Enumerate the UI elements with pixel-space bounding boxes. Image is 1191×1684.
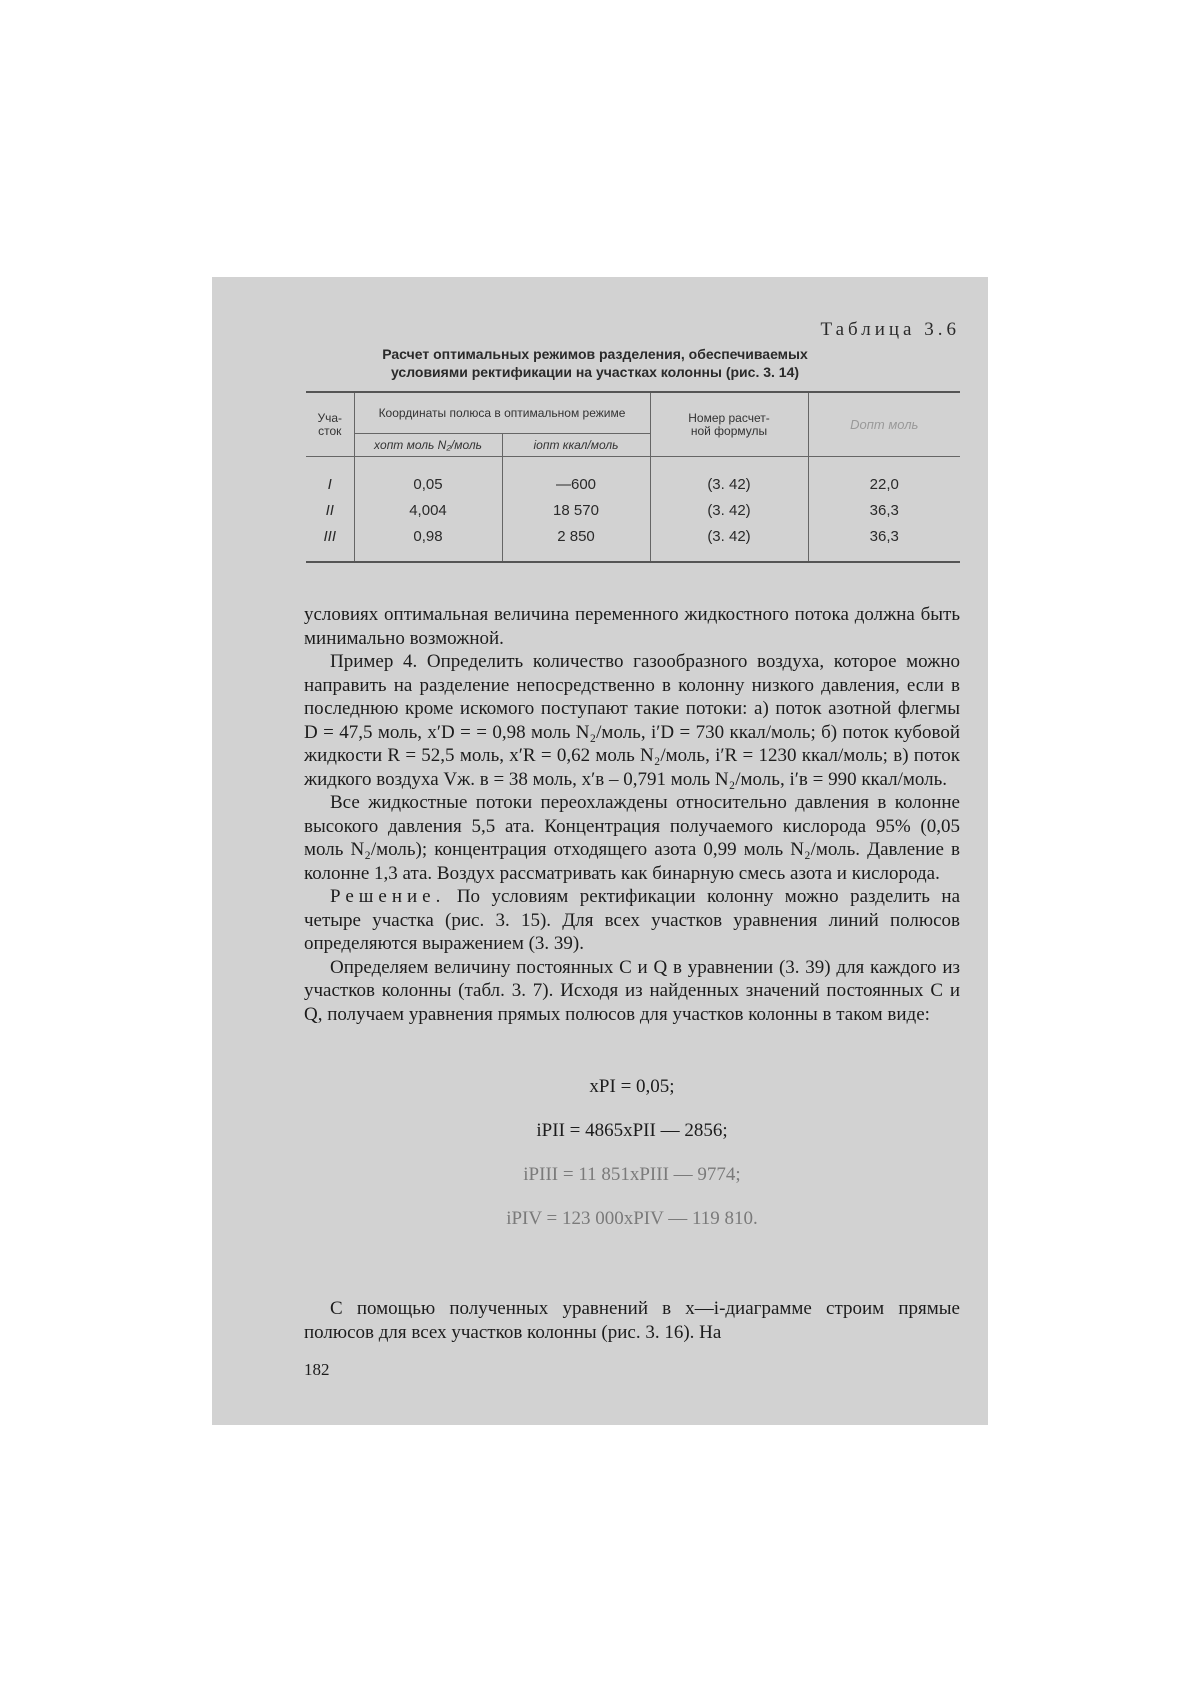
paragraph-solution [304,885,960,956]
cell-i: 2 850 [502,523,650,561]
paragraph-closing: С помощью полученных уравнений в x—i-диаграмме строим прямые полюсов для всех участков колонны (рис. 3. 16). На [304,1298,960,1343]
header-formula-no: Номер расчет- ной формулы [650,393,808,457]
paragraph-example: Пример 4. Определить количество газообразного воздуха, которое можно направить на разделение непосредственно в колонну низкого давления, если в последнюю кроме искомого поступают такие потоки: а) поток азотной флегмы D = 47,5 моль, x′D = = 0,98 моль N₂/моль, i′D = 730 ккал/моль; б) поток кубовой жидкости R = 52,5 моль, x′R = 0,62 моль N₂/моль, i′R = 1230 ккал/моль; в) поток жидкого воздуха Vж. в = 38 моль, x′в – 0,791 моль N₂/моль, i′в = 990 ккал/моль. [304,651,960,790]
equations-block [304,1065,960,1241]
header-x-opt: xопт моль N₂/моль [354,434,502,457]
cell-x: 4,004 [354,497,502,523]
table-title-line2: условиями ректификации на участках колонны (рис. 3. 14) [390,364,800,380]
cell-formula: (3. 42) [650,497,808,523]
cell-i: 18 570 [502,497,650,523]
cell-i: —600 [502,457,650,498]
paragraph-1: условиях оптимальная величина переменного жидкостного потока должна быть минимально возможной. [304,604,960,649]
results-table [306,391,960,563]
cell-formula: (3. 42) [650,523,808,561]
cell-section: II [306,497,354,523]
paragraph-conditions: Все жидкостные потоки переохлаждены относительно давления в колонне высокого давления 5,5 ата. Концентрация получаемого кислорода 95% (0,05 моль N₂/моль); концентрация отходящего азота 0,99 моль N₂/моль. Давление в колонне 1,3 ата. Воздух рассматривать как бинарную смесь азота и кислорода. [304,792,960,884]
cell-section: III [306,523,354,561]
cell-section: I [306,457,354,498]
table-row [306,497,960,523]
cell-d: 36,3 [808,523,960,561]
main-text [304,603,960,1026]
solution-text: По условиям ректификации колонну можно разделить на четыре участка (рис. 3. 15). Для всех участков уравнения линий полюсов определяются выражением (3. 39). [304,886,960,954]
equation-2: iPII = 4865xPII — 2856; [536,1120,728,1141]
header-i-opt: iопт ккал/моль [502,434,650,457]
cell-d: 36,3 [808,497,960,523]
table-title-line1: Расчет оптимальных режимов разделения, обеспечиваемых [382,346,808,362]
equation-1: xPI = 0,05; [589,1076,675,1097]
closing-text [304,1297,960,1344]
cell-formula: (3. 42) [650,457,808,498]
header-section: Уча- сток [306,393,354,457]
header-coords: Координаты полюса в оптимальном режиме [354,393,650,434]
paragraph-constants: Определяем величину постоянных C и Q в уравнении (3. 39) для каждого из участков колонны (табл. 3. 7). Исходя из найденных значений постоянных C и Q, получаем уравнения прямых полюсов для участков колонны в таком виде: [304,956,960,1025]
table-title [272,345,918,381]
cell-d: 22,0 [808,457,960,498]
table-row [306,523,960,561]
solution-lead: Решение. [330,886,446,907]
scanned-page [212,277,988,1425]
equation-3: iPIII = 11 851xPIII — 9774; [523,1164,741,1185]
table-label: Таблица 3.6 [820,319,960,340]
cell-x: 0,05 [354,457,502,498]
page-number: 182 [304,1360,330,1379]
header-d-opt: Dопт моль [808,393,960,457]
cell-x: 0,98 [354,523,502,561]
table-row [306,457,960,498]
equation-4: iPIV = 123 000xPIV — 119 810. [506,1208,758,1229]
